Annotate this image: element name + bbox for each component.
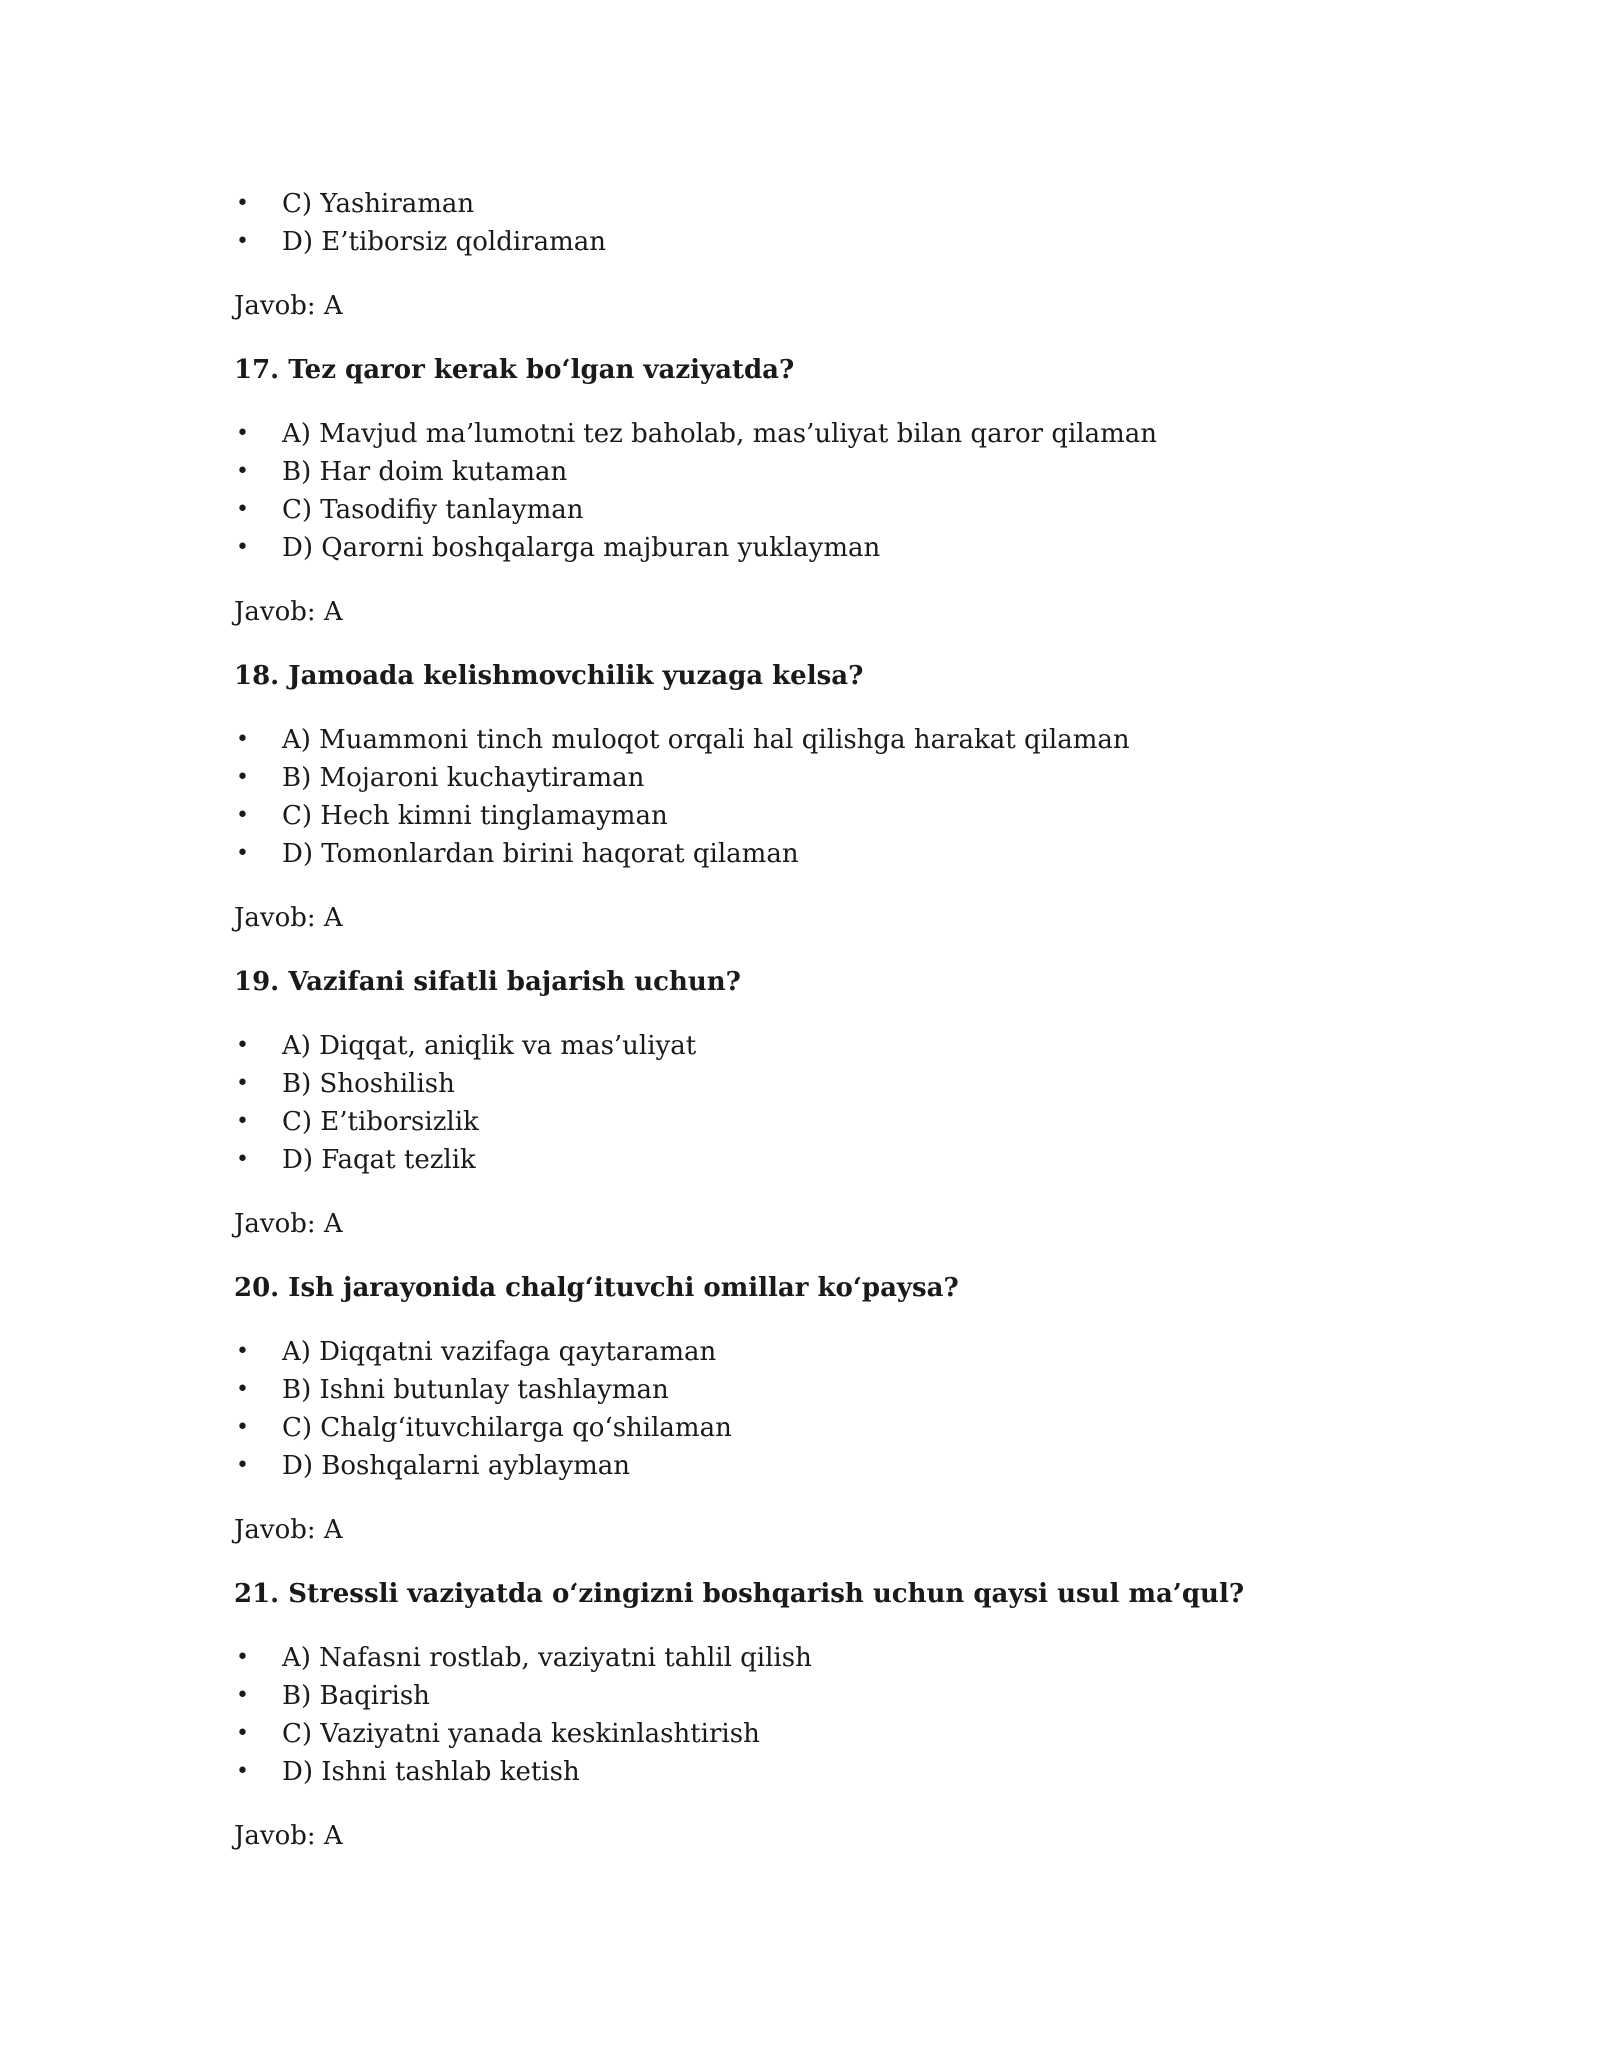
option-text: D) Faqat tezlik: [282, 1145, 476, 1175]
option-list: [234, 415, 1434, 567]
bullet-icon: •: [236, 765, 249, 790]
option-item: [234, 223, 1434, 261]
option-list: [234, 185, 1434, 261]
option-item: [234, 1409, 1434, 1447]
option-item: [234, 491, 1434, 529]
option-list: [234, 721, 1434, 873]
option-item: [234, 797, 1434, 835]
question-title: 19. Vazifani sifatli bajarish uchun?: [234, 967, 741, 997]
bullet-icon: •: [236, 803, 249, 828]
bullet-icon: •: [236, 497, 249, 522]
document-page: [234, 185, 1434, 1855]
answer-line: Javob: A: [234, 1209, 343, 1239]
answer-line: Javob: A: [234, 903, 343, 933]
bullet-icon: •: [236, 1759, 249, 1784]
bullet-icon: •: [236, 841, 249, 866]
option-text: D) Tomonlardan birini haqorat qilaman: [282, 839, 799, 869]
option-text: D) Boshqalarni ayblayman: [282, 1451, 631, 1481]
option-item: [234, 1677, 1434, 1715]
option-item: [234, 529, 1434, 567]
option-item: [234, 1103, 1434, 1141]
option-text: A) Muammoni tinch muloqot orqali hal qilishga harakat qilaman: [282, 725, 1130, 755]
option-item: [234, 1715, 1434, 1753]
option-text: C) Tasodifiy tanlayman: [282, 495, 584, 525]
option-item: [234, 721, 1434, 759]
option-item: [234, 1027, 1434, 1065]
option-text: C) Chalg‘ituvchilarga qo‘shilaman: [282, 1413, 732, 1443]
bullet-icon: •: [236, 727, 249, 752]
option-item: [234, 1065, 1434, 1103]
option-text: C) Vaziyatni yanada keskinlashtirish: [282, 1719, 760, 1749]
bullet-icon: •: [236, 1683, 249, 1708]
answer-line: Javob: A: [234, 597, 343, 627]
answer-line: Javob: A: [234, 1515, 343, 1545]
bullet-icon: •: [236, 1109, 249, 1134]
option-text: C) Yashiraman: [282, 189, 475, 219]
option-text: B) Ishni butunlay tashlayman: [282, 1375, 669, 1405]
option-text: D) Qarorni boshqalarga majburan yuklayman: [282, 533, 881, 563]
bullet-icon: •: [236, 1377, 249, 1402]
bullet-icon: •: [236, 1071, 249, 1096]
option-text: A) Mavjud ma’lumotni tez baholab, mas’uliyat bilan qaror qilaman: [282, 419, 1158, 449]
question-title: 21. Stressli vaziyatda o‘zingizni boshqarish uchun qaysi usul ma’qul?: [234, 1579, 1245, 1609]
option-text: D) Ishni tashlab ketish: [282, 1757, 580, 1787]
option-text: B) Baqirish: [282, 1681, 430, 1711]
option-item: [234, 415, 1434, 453]
option-item: [234, 1371, 1434, 1409]
option-item: [234, 759, 1434, 797]
option-text: A) Diqqat, aniqlik va mas’uliyat: [282, 1031, 697, 1061]
option-item: [234, 453, 1434, 491]
option-text: C) E’tiborsizlik: [282, 1107, 479, 1137]
option-text: B) Shoshilish: [282, 1069, 455, 1099]
option-list: [234, 1333, 1434, 1485]
bullet-icon: •: [236, 535, 249, 560]
option-text: B) Mojaroni kuchaytiraman: [282, 763, 645, 793]
option-item: [234, 1333, 1434, 1371]
bullet-icon: •: [236, 1453, 249, 1478]
question-title: 18. Jamoada kelishmovchilik yuzaga kelsa?: [234, 661, 864, 691]
option-item: [234, 1447, 1434, 1485]
bullet-icon: •: [236, 229, 249, 254]
answer-line: Javob: A: [234, 291, 343, 321]
bullet-icon: •: [236, 1415, 249, 1440]
option-item: [234, 185, 1434, 223]
option-list: [234, 1027, 1434, 1179]
option-text: A) Nafasni rostlab, vaziyatni tahlil qilish: [282, 1643, 812, 1673]
bullet-icon: •: [236, 1645, 249, 1670]
option-item: [234, 1753, 1434, 1791]
answer-line: Javob: A: [234, 1821, 343, 1851]
option-text: D) E’tiborsiz qoldiraman: [282, 227, 607, 257]
question-title: 20. Ish jarayonida chalg‘ituvchi omillar ko‘paysa?: [234, 1273, 959, 1303]
bullet-icon: •: [236, 1721, 249, 1746]
bullet-icon: •: [236, 1147, 249, 1172]
bullet-icon: •: [236, 1339, 249, 1364]
option-item: [234, 1639, 1434, 1677]
option-text: C) Hech kimni tinglamayman: [282, 801, 668, 831]
bullet-icon: •: [236, 1033, 249, 1058]
option-item: [234, 835, 1434, 873]
question-title: 17. Tez qaror kerak bo‘lgan vaziyatda?: [234, 355, 795, 385]
bullet-icon: •: [236, 191, 249, 216]
bullet-icon: •: [236, 459, 249, 484]
option-text: A) Diqqatni vazifaga qaytaraman: [282, 1337, 717, 1367]
option-list: [234, 1639, 1434, 1791]
option-item: [234, 1141, 1434, 1179]
bullet-icon: •: [236, 421, 249, 446]
option-text: B) Har doim kutaman: [282, 457, 568, 487]
